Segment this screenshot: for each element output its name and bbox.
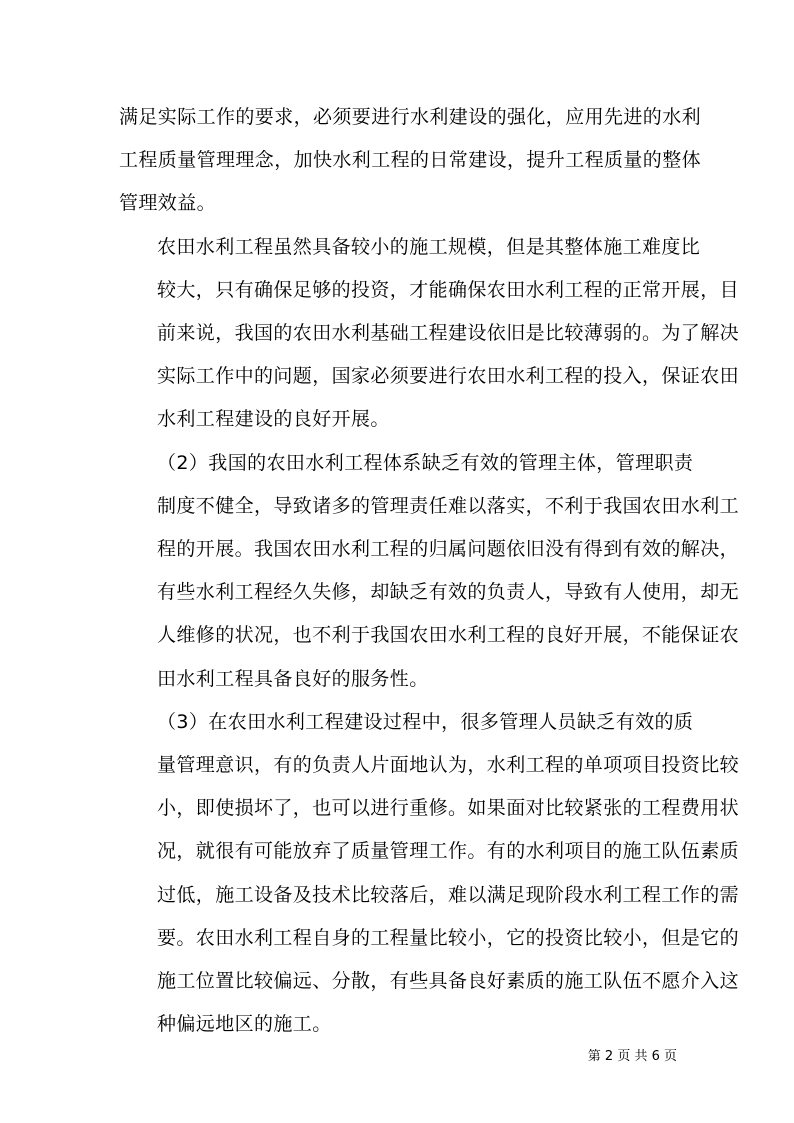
text-line: 程的开展。我国农田水利工程的归属问题依旧没有得到有效的解决，: [157, 538, 740, 561]
text-line: 人维修的状况，也不利于我国农田水利工程的良好开展，不能保证农: [157, 624, 740, 647]
text-line: 量管理意识，有的负责人片面地认为，水利工程的单项项目投资比较: [157, 754, 740, 777]
text-line: 水利工程建设的良好开展。: [157, 408, 390, 431]
text-line: 管理效益。: [119, 192, 217, 215]
text-line: 种偏远地区的施工。: [157, 1013, 332, 1036]
text-line: 有些水利工程经久失修，却缺乏有效的负责人，导致有人使用，却无: [157, 581, 740, 604]
text-line: 小，即使损坏了，也可以进行重修。如果面对比较紧张的工程费用状: [157, 797, 740, 820]
text-line: 农田水利工程虽然具备较小的施工规模，但是其整体施工难度比: [157, 235, 701, 258]
text-line: 田水利工程具备良好的服务性。: [157, 667, 429, 690]
text-line: （3）在农田水利工程建设过程中，很多管理人员缺乏有效的质: [157, 710, 694, 733]
body-paragraph: [119, 226, 740, 442]
text-line: 较大，只有确保足够的投资，才能确保农田水利工程的正常开展，目: [157, 278, 740, 301]
text-line: 前来说，我国的农田水利基础工程建设依旧是比较薄弱的。为了解决: [157, 322, 740, 345]
text-line: 满足实际工作的要求，必须要进行水利建设的强化，应用先进的水利: [119, 106, 702, 128]
body-paragraph: [119, 96, 702, 226]
body-paragraph: [119, 701, 740, 1047]
text-line: 工程质量管理理念，加快水利工程的日常建设，提升工程质量的整体: [119, 149, 702, 172]
text-line: 施工位置比较偏远、分散，有些具备良好素质的施工队伍不愿介入这: [157, 970, 740, 993]
text-line: （2）我国的农田水利工程体系缺乏有效的管理主体，管理职责: [157, 451, 694, 474]
page-number: 第 2 页 共 6 页: [587, 1049, 677, 1064]
page-footer: [0, 1045, 794, 1066]
text-line: 要。农田水利工程自身的工程量比较小，它的投资比较小，但是它的: [157, 926, 740, 949]
text-line: 实际工作中的问题，国家必须要进行农田水利工程的投入，保证农田: [157, 365, 740, 388]
body-paragraph: [119, 442, 740, 701]
text-line: 况，就很有可能放弃了质量管理工作。有的水利项目的施工队伍素质: [157, 840, 740, 863]
document-body: [119, 96, 740, 1046]
text-line: 过低，施工设备及技术比较落后，难以满足现阶段水利工程工作的需: [157, 883, 740, 906]
text-line: 制度不健全，导致诸多的管理责任难以落实，不利于我国农田水利工: [157, 494, 740, 517]
